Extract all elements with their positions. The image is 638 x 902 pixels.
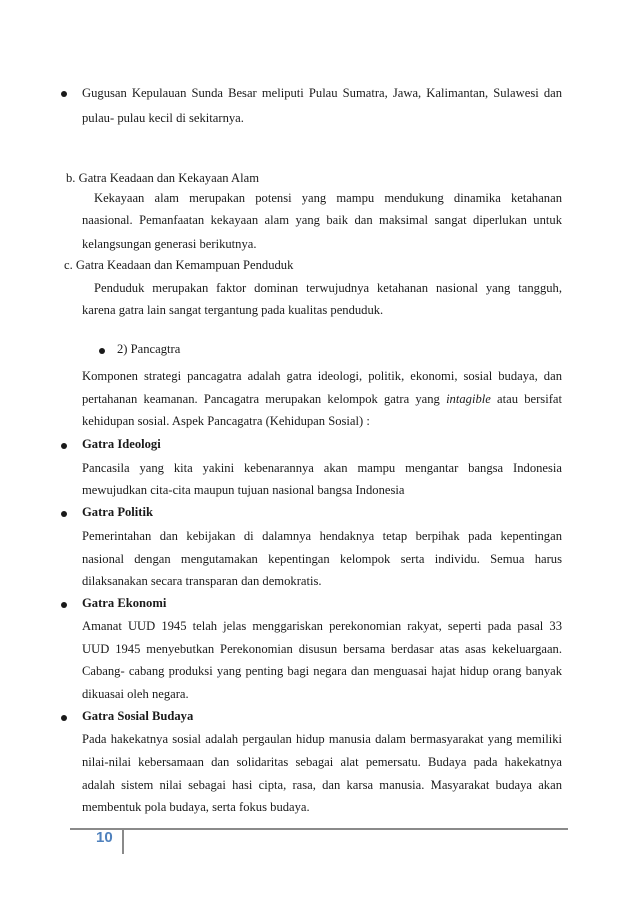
page-number-separator [122,829,124,854]
bullet-icon [61,715,67,721]
pancagatra-line-2 [82,392,562,407]
ekonomi-line-4: dikuasai oleh negara. [82,687,189,701]
sosial-budaya-line-3: adalah sistem nilai sebagai hasi cipta, rasa, dan karsa manusia. Masyarakat budaya akan [82,778,562,792]
section-b-line-3: kelangsungan generasi berikutnya. [82,237,257,251]
pancagatra-line-1: Komponen strategi pancagatra adalah gatra ideologi, politik, ekonomi, sosial budaya, dan [82,369,562,383]
bullet-icon [61,602,67,608]
page-number: 10 [96,829,113,846]
bullet-icon [99,348,105,354]
politik-line-2: nasional dengan mengutamakan kepentingan kelompok serta individu. Semua harus [82,552,562,566]
ideologi-title: Gatra Ideologi [82,437,161,451]
section-b-heading: b. Gatra Keadaan dan Kekayaan Alam [66,171,260,185]
top-bullet-line-1: Gugusan Kepulauan Sunda Besar meliputi Pulau Sumatra, Jawa, Kalimantan, Sulawesi dan [82,86,562,100]
ekonomi-line-2: UUD 1945 menyebutkan Perekonomian disusun bersama berdasar atas asas kekeluargaan. [82,642,562,656]
politik-line-1: Pemerintahan dan kebijakan di dalamnya hendaknya tetap berpihak pada kepentingan [82,529,562,543]
ekonomi-line-3: Cabang- cabang produksi yang penting bagi negara dan menguasai hajat hidup orang banyak [82,664,562,678]
pancagatra-line-3: kehidupan sosial. Aspek Pancagatra (Kehidupan Sosial) : [82,414,370,428]
sosial-budaya-line-4: membentuk pola budaya, serta fokus budaya. [82,800,310,814]
top-bullet-line-2: pulau- pulau kecil di sekitarnya. [82,111,244,125]
pancagatra-line-2-end: atau bersifat [497,392,562,406]
footer-divider [70,828,568,830]
bullet-icon [61,511,67,517]
bullet-icon [61,91,67,97]
section-b-line-1: Kekayaan alam merupakan potensi yang mampu mendukung dinamika ketahanan [94,191,562,205]
ideologi-line-1: Pancasila yang kita yakini kebenarannya akan mampu mengantar bangsa Indonesia [82,461,562,475]
ekonomi-line-1: Amanat UUD 1945 telah jelas menggariskan perekonomian rakyat, seperti pada pasal 33 [82,619,562,633]
pancagatra-line-2-start: pertahanan keamanan. Pancagatra merupakan kelompok gatra yang [82,392,440,406]
sosial-budaya-line-1: Pada hakekatnya sosial adalah pergaulan hidup manusia dalam bermasyarakat yang memiliki [82,732,562,746]
bullet-icon [61,443,67,449]
sosial-budaya-title: Gatra Sosial Budaya [82,709,194,723]
section-b-line-2: naasional. Pemanfaatan kekayaan alam yang baik dan maksimal sangat diperlukan untuk [82,213,562,227]
pancagatra-intagible-term: intagible [446,392,491,406]
section-c-heading: c. Gatra Keadaan dan Kemampuan Penduduk [64,258,294,272]
politik-title: Gatra Politik [82,505,154,519]
section-c-line-2: karena gatra lain sangat tergantung pada kualitas penduduk. [82,303,384,317]
politik-line-3: dilaksanakan secara transparan dan demokratis. [82,574,322,588]
ekonomi-title: Gatra Ekonomi [82,596,167,610]
ideologi-line-2: mewujudkan cita-cita maupun tujuan nasional bangsa Indonesia [82,483,405,497]
sosial-budaya-line-2: nilai-nilai kebersamaan dan solidaritas sebagai alat pemersatu. Budaya pada hakekatnya [82,755,562,769]
section-c-line-1: Penduduk merupakan faktor dominan terwujudnya ketahanan nasional yang tangguh, [94,281,562,295]
pancagatra-label: 2) Pancagtra [117,342,181,356]
